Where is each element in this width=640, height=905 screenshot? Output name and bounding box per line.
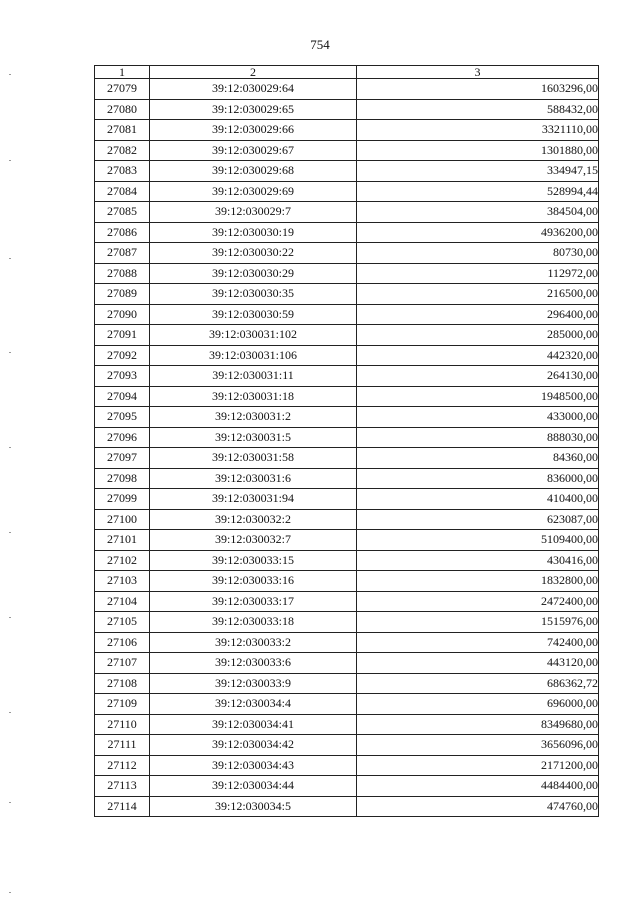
row-number-cell: 27095 (95, 407, 150, 428)
table-row (95, 489, 599, 510)
cadastral-number-cell: 39:12:030031:6 (150, 468, 357, 489)
row-number-cell: 27097 (95, 448, 150, 469)
row-number-cell: 27101 (95, 530, 150, 551)
cadastral-number-cell: 39:12:030034:5 (150, 796, 357, 817)
cadastral-number-cell: 39:12:030033:15 (150, 550, 357, 571)
value-cell: 1832800,00 (357, 571, 599, 592)
table-row (95, 714, 599, 735)
row-number-cell: 27090 (95, 304, 150, 325)
table-row (95, 591, 599, 612)
table-body (95, 79, 599, 817)
value-cell: 433000,00 (357, 407, 599, 428)
page-number: 754 (310, 37, 330, 52)
scan-speck (9, 892, 11, 893)
value-cell: 696000,00 (357, 694, 599, 715)
table-header-row (95, 66, 599, 79)
row-number-cell: 27107 (95, 653, 150, 674)
cadastral-number-cell: 39:12:030032:2 (150, 509, 357, 530)
row-number-cell: 27093 (95, 366, 150, 387)
registry-table (94, 65, 599, 817)
row-number-cell: 27088 (95, 263, 150, 284)
scan-speck (9, 712, 11, 713)
value-cell: 334947,15 (357, 161, 599, 182)
cadastral-number-cell: 39:12:030031:102 (150, 325, 357, 346)
row-number-cell: 27085 (95, 202, 150, 223)
cadastral-number-cell: 39:12:030034:4 (150, 694, 357, 715)
cadastral-number-cell: 39:12:030033:2 (150, 632, 357, 653)
cadastral-number-cell: 39:12:030033:9 (150, 673, 357, 694)
table-row (95, 263, 599, 284)
value-cell: 443120,00 (357, 653, 599, 674)
row-number-cell: 27113 (95, 776, 150, 797)
row-number-cell: 27091 (95, 325, 150, 346)
value-cell: 84360,00 (357, 448, 599, 469)
table-row (95, 304, 599, 325)
scan-speck (9, 447, 11, 448)
table-row (95, 366, 599, 387)
table-row (95, 530, 599, 551)
value-cell: 4936200,00 (357, 222, 599, 243)
table-row (95, 673, 599, 694)
cadastral-number-cell: 39:12:030029:67 (150, 140, 357, 161)
cadastral-number-cell: 39:12:030033:18 (150, 612, 357, 633)
value-cell: 384504,00 (357, 202, 599, 223)
table-row (95, 222, 599, 243)
cadastral-number-cell: 39:12:030034:44 (150, 776, 357, 797)
cadastral-number-cell: 39:12:030031:58 (150, 448, 357, 469)
table-row (95, 161, 599, 182)
cadastral-number-cell: 39:12:030033:16 (150, 571, 357, 592)
row-number-cell: 27114 (95, 796, 150, 817)
cadastral-number-cell: 39:12:030029:65 (150, 99, 357, 120)
scan-speck (9, 532, 11, 533)
table-row (95, 345, 599, 366)
table-row (95, 427, 599, 448)
table-row (95, 243, 599, 264)
cadastral-number-cell: 39:12:030031:18 (150, 386, 357, 407)
value-cell: 528994,44 (357, 181, 599, 202)
row-number-cell: 27096 (95, 427, 150, 448)
table-row (95, 755, 599, 776)
value-cell: 410400,00 (357, 489, 599, 510)
value-cell: 588432,00 (357, 99, 599, 120)
scan-speck (9, 617, 11, 618)
row-number-cell: 27080 (95, 99, 150, 120)
value-cell: 4484400,00 (357, 776, 599, 797)
table-row (95, 325, 599, 346)
table-row (95, 632, 599, 653)
cadastral-number-cell: 39:12:030029:64 (150, 79, 357, 100)
row-number-cell: 27099 (95, 489, 150, 510)
cadastral-number-cell: 39:12:030034:42 (150, 735, 357, 756)
value-cell: 686362,72 (357, 673, 599, 694)
cadastral-number-cell: 39:12:030030:59 (150, 304, 357, 325)
value-cell: 474760,00 (357, 796, 599, 817)
value-cell: 80730,00 (357, 243, 599, 264)
row-number-cell: 27079 (95, 79, 150, 100)
value-cell: 442320,00 (357, 345, 599, 366)
row-number-cell: 27100 (95, 509, 150, 530)
row-number-cell: 27094 (95, 386, 150, 407)
row-number-cell: 27109 (95, 694, 150, 715)
row-number-cell: 27112 (95, 755, 150, 776)
value-cell: 112972,00 (357, 263, 599, 284)
table-row (95, 140, 599, 161)
cadastral-number-cell: 39:12:030031:5 (150, 427, 357, 448)
value-cell: 742400,00 (357, 632, 599, 653)
row-number-cell: 27083 (95, 161, 150, 182)
row-number-cell: 27082 (95, 140, 150, 161)
row-number-cell: 27110 (95, 714, 150, 735)
scan-speck (9, 352, 11, 353)
table-row (95, 612, 599, 633)
value-cell: 3321110,00 (357, 120, 599, 141)
value-cell: 264130,00 (357, 366, 599, 387)
value-cell: 5109400,00 (357, 530, 599, 551)
value-cell: 285000,00 (357, 325, 599, 346)
value-cell: 216500,00 (357, 284, 599, 305)
cadastral-number-cell: 39:12:030030:22 (150, 243, 357, 264)
cadastral-number-cell: 39:12:030029:69 (150, 181, 357, 202)
table-row (95, 694, 599, 715)
row-number-cell: 27111 (95, 735, 150, 756)
row-number-cell: 27089 (95, 284, 150, 305)
cadastral-number-cell: 39:12:030031:11 (150, 366, 357, 387)
cadastral-number-cell: 39:12:030029:66 (150, 120, 357, 141)
cadastral-number-cell: 39:12:030031:94 (150, 489, 357, 510)
table-row (95, 550, 599, 571)
table-row (95, 776, 599, 797)
value-cell: 2472400,00 (357, 591, 599, 612)
table-row (95, 796, 599, 817)
column-header-2: 2 (150, 66, 357, 79)
cadastral-number-cell: 39:12:030033:6 (150, 653, 357, 674)
value-cell: 8349680,00 (357, 714, 599, 735)
table-row (95, 386, 599, 407)
value-cell: 1515976,00 (357, 612, 599, 633)
cadastral-number-cell: 39:12:030034:41 (150, 714, 357, 735)
cadastral-number-cell: 39:12:030030:29 (150, 263, 357, 284)
value-cell: 1948500,00 (357, 386, 599, 407)
cadastral-number-cell: 39:12:030034:43 (150, 755, 357, 776)
cadastral-number-cell: 39:12:030029:68 (150, 161, 357, 182)
row-number-cell: 27086 (95, 222, 150, 243)
row-number-cell: 27081 (95, 120, 150, 141)
row-number-cell: 27105 (95, 612, 150, 633)
scan-speck (9, 258, 11, 259)
row-number-cell: 27087 (95, 243, 150, 264)
row-number-cell: 27104 (95, 591, 150, 612)
row-number-cell: 27106 (95, 632, 150, 653)
row-number-cell: 27102 (95, 550, 150, 571)
table-row (95, 448, 599, 469)
table-row (95, 653, 599, 674)
value-cell: 836000,00 (357, 468, 599, 489)
table-row (95, 735, 599, 756)
table-row (95, 468, 599, 489)
value-cell: 2171200,00 (357, 755, 599, 776)
cadastral-number-cell: 39:12:030032:7 (150, 530, 357, 551)
column-header-3: 3 (357, 66, 599, 79)
value-cell: 3656096,00 (357, 735, 599, 756)
row-number-cell: 27084 (95, 181, 150, 202)
cadastral-number-cell: 39:12:030031:2 (150, 407, 357, 428)
cadastral-number-cell: 39:12:030031:106 (150, 345, 357, 366)
value-cell: 623087,00 (357, 509, 599, 530)
cadastral-number-cell: 39:12:030030:35 (150, 284, 357, 305)
cadastral-number-cell: 39:12:030033:17 (150, 591, 357, 612)
value-cell: 430416,00 (357, 550, 599, 571)
row-number-cell: 27092 (95, 345, 150, 366)
column-header-1: 1 (95, 66, 150, 79)
cadastral-number-cell: 39:12:030030:19 (150, 222, 357, 243)
value-cell: 1301880,00 (357, 140, 599, 161)
value-cell: 1603296,00 (357, 79, 599, 100)
cadastral-number-cell: 39:12:030029:7 (150, 202, 357, 223)
scan-speck (9, 74, 11, 75)
table-row (95, 79, 599, 100)
row-number-cell: 27098 (95, 468, 150, 489)
table-row (95, 120, 599, 141)
table-row (95, 99, 599, 120)
table-row (95, 509, 599, 530)
table-row (95, 571, 599, 592)
row-number-cell: 27108 (95, 673, 150, 694)
table-row (95, 181, 599, 202)
value-cell: 296400,00 (357, 304, 599, 325)
scan-speck (9, 802, 11, 803)
table-row (95, 407, 599, 428)
scan-speck (9, 160, 11, 161)
table-row (95, 202, 599, 223)
value-cell: 888030,00 (357, 427, 599, 448)
row-number-cell: 27103 (95, 571, 150, 592)
table-row (95, 284, 599, 305)
